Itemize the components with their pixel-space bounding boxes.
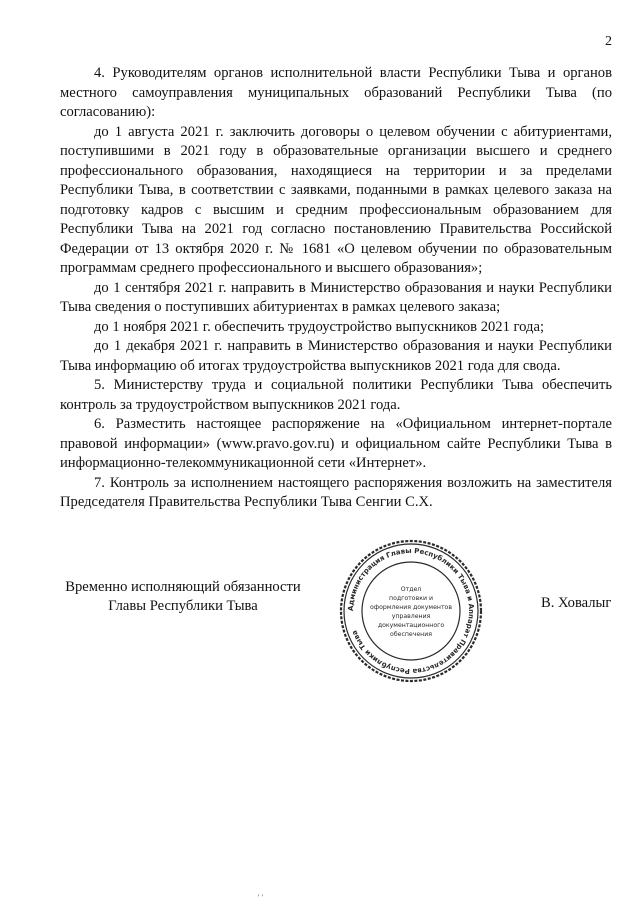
stamp-center-line-6: обеспечения bbox=[390, 631, 432, 638]
stamp-center-line-1: Отдел bbox=[400, 586, 422, 593]
page-number: 2 bbox=[605, 34, 612, 49]
document-body bbox=[60, 64, 612, 513]
stamp-center-line-3: оформления документов bbox=[370, 604, 452, 611]
stamp-ring-text: Администрация Главы Республики Тыва и Аппарат Правительства Республики Тыва bbox=[346, 546, 476, 676]
paragraph-subitem-december: до 1 декабря 2021 г. направить в Министерство образования и науки Республики Тыва информацию об итогах трудоустройства выпускников 2021 года для свода. bbox=[60, 338, 612, 374]
official-stamp bbox=[338, 538, 484, 684]
signatory-title-line-2: Главы Республики Тыва bbox=[108, 598, 258, 614]
paragraph-subitem-november: до 1 ноября 2021 г. обеспечить трудоустройство выпускников 2021 года; bbox=[94, 318, 545, 335]
paragraph-item-5: 5. Министерству труда и социальной политики Республики Тыва обеспечить контроль за трудоустройством выпускников 2021 года. bbox=[60, 377, 612, 413]
signatory-title bbox=[58, 578, 308, 616]
stamp-center-line-5: документационного bbox=[377, 622, 445, 629]
paragraph-item-4: 4. Руководителям органов исполнительной власти Республики Тыва и органов местного самоуправления муниципальных образований Республики Тыва (по согласованию): bbox=[60, 65, 612, 120]
stamp-graphic bbox=[338, 538, 484, 684]
paragraph-item-6: 6. Разместить настоящее распоряжение на «Официальном интернет-портале правовой информации» (www.pravo.gov.ru) и официальном сайте Республики Тыва в информационно-телекоммуникационной сети «Интернет». bbox=[60, 416, 612, 471]
signatory-name: В. Ховалыг bbox=[541, 595, 612, 611]
stamp-center-line-4: управления bbox=[391, 613, 431, 620]
paragraph-subitem-august: до 1 августа 2021 г. заключить договоры о целевом обучении с абитуриентами, поступившими в 2021 году в образовательные организации высшего и среднего профессионального образования, находящиеся на территории и за пределами Республики Тыва, в соответствии с заявками, поданными в рамках целевого заказа на подготовку кадров с высшим и средним профессиональным образованием для Республики Тыва на 2021 год согласно постановлению Правительства Российской Федерации от 13 октября 2020 г. № 1681 «О целевом обучении по образовательным программам среднего профессионального и высшего образования»; bbox=[60, 123, 612, 276]
paragraph-item-7: 7. Контроль за исполнением настоящего распоряжения возложить на заместителя Председателя Правительства Республики Тыва Сенгии С.Х. bbox=[60, 474, 612, 510]
paragraph-subitem-september: до 1 сентября 2021 г. направить в Министерство образования и науки Республики Тыва сведения о поступивших абитуриентах в рамках целевого заказа; bbox=[60, 279, 612, 315]
stamp-center-line-2: подготовки и bbox=[389, 595, 433, 602]
signatory-title-line-1: Временно исполняющий обязанности bbox=[65, 579, 301, 595]
footer-mark: ' ' bbox=[258, 893, 263, 902]
